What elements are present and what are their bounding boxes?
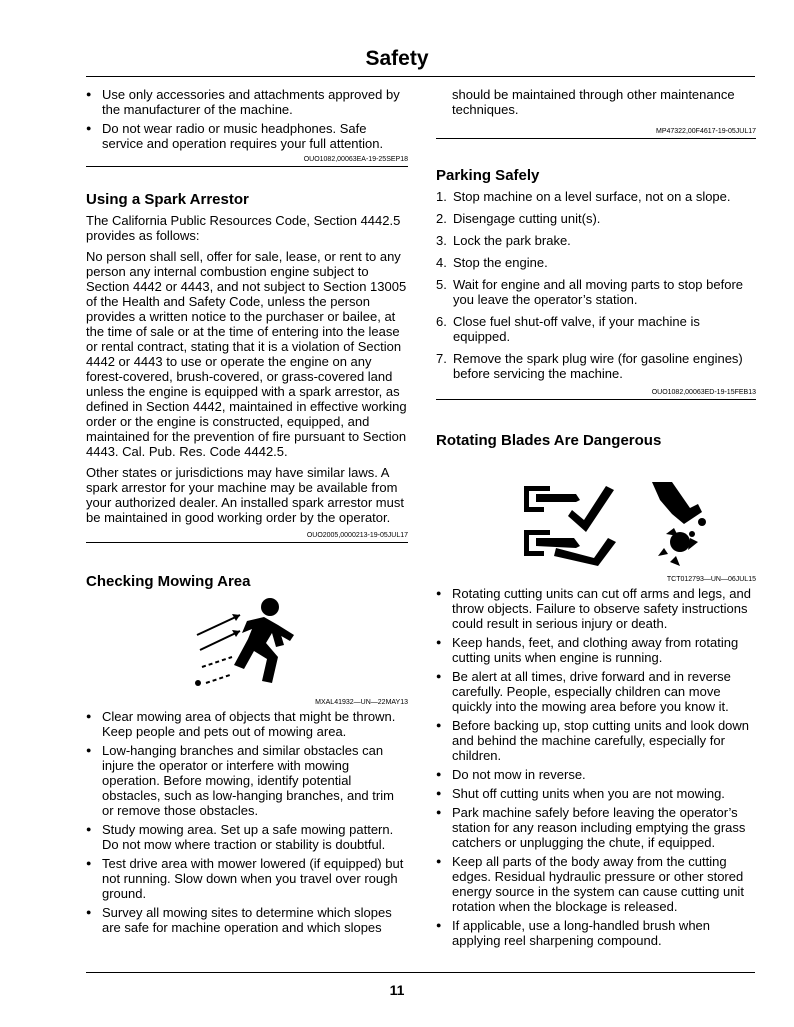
intro-bullet-list (86, 87, 408, 151)
step-text: Disengage cutting unit(s). (453, 211, 601, 226)
list-item (436, 189, 756, 204)
list-item: ● If applicable, use a long-handled brush when applying reel sharpening compound. (436, 918, 756, 948)
list-item: ● Test drive area with mower lowered (if equipped) but not running. Slow down when you travel over rough ground. (86, 856, 408, 901)
section-heading-rotating-blades: Rotating Blades Are Dangerous (436, 432, 662, 449)
step-number: 6. (436, 314, 447, 329)
step-number: 7. (436, 351, 447, 366)
page-title: Safety (365, 47, 429, 70)
step-number: 3. (436, 233, 447, 248)
section-heading-checking-mowing-area: Checking Mowing Area (86, 573, 251, 590)
list-item: ● Study mowing area. Set up a safe mowing pattern. Do not mow where traction or stability is doubtful. (86, 822, 408, 852)
section-heading-parking-safely: Parking Safely (436, 167, 540, 184)
thrown-object-hazard-icon (192, 595, 302, 693)
step-text: Stop the engine. (453, 255, 548, 270)
page-number: 11 (389, 982, 405, 998)
list-item: ● Use only accessories and attachments approved by the manufacturer of the machine. (86, 87, 408, 117)
left-column (86, 87, 408, 939)
step-text: Wait for engine and all moving parts to stop before you leave the operator’s station. (453, 277, 744, 307)
step-text: Lock the park brake. (453, 233, 571, 248)
list-item: ● Park machine safely before leaving the operator’s station for any reason including emptying the grass catchers or unplugging the chute, if equipped. (436, 805, 756, 850)
rotating-blades-hazard-icon (476, 478, 716, 570)
reference-code: OUO1082,00063EA-19-25SEP18 (303, 156, 408, 163)
list-item: ● Be alert at all times, drive forward and in reverse carefully. People, especially children can move quickly into the mowing area before you know it. (436, 669, 756, 714)
list-item: ● Keep hands, feet, and clothing away from rotating cutting units when engine is running. (436, 635, 756, 665)
list-item: ● Clear mowing area of objects that might be thrown. Keep people and pets out of mowing area. (86, 709, 408, 739)
list-item (436, 211, 756, 226)
step-number: 1. (436, 189, 447, 204)
list-item: ● Do not wear radio or music headphones. Safe service and operation requires your full attention. (86, 121, 408, 151)
list-item (436, 233, 756, 248)
step-number: 5. (436, 277, 447, 292)
step-text: Close fuel shut-off valve, if your machine is equipped. (453, 314, 700, 344)
right-column (436, 87, 756, 952)
step-number: 4. (436, 255, 447, 270)
figure-code: TCT012793—UN—06JUL15 (666, 576, 756, 583)
parking-steps-list (436, 189, 756, 381)
list-item: ● Shut off cutting units when you are not mowing. (436, 786, 756, 801)
list-item (436, 277, 756, 307)
list-item (436, 314, 756, 344)
footer-rule (86, 972, 755, 973)
list-item: ● Keep all parts of the body away from the cutting edges. Residual hydraulic pressure or other stored energy source in the system can cause cutting unit rotation when the blockage is released. (436, 854, 756, 914)
section-heading-spark-arrestor: Using a Spark Arrestor (86, 191, 249, 208)
paragraph: No person shall sell, offer for sale, lease, or rent to any person any internal combustion engine subject to Section 4442 or 4443, and not subject to Section 13005 of the Health and Safety Code, unless the person provides a written notice to the purchaser or bailee, at the time of sale or at the time of entering into the lease or rental contract, stating that it is a violation of Section 4442 or 4443 to use or operate the engine on any forest-covered, brush-covered, or grass-covered land unless the engine is equipped with a spark arrestor, as defined in Section 4442, maintained in effective working order or the engine is constructed, equipped, and maintained for the prevention of fire pursuant to Section 4443. Cal. Pub. Res. Code 4442.5. (86, 249, 407, 459)
rotating-blades-hazard-illustration (436, 478, 756, 575)
mowing-bullet-list (86, 709, 408, 935)
figure-code: MXAL41932—UN—22MAY13 (315, 699, 408, 706)
reference-code: MP47322,00F4617-19-05JUL17 (655, 128, 756, 135)
thrown-object-hazard-illustration (86, 595, 408, 698)
list-item (436, 351, 756, 381)
paragraph: The California Public Resources Code, Section 4442.5 provides as follows: (86, 213, 401, 243)
paragraph: Other states or jurisdictions may have similar laws. A spark arrestor for your machine may be available from your authorized dealer. An installed spark arrestor must be maintained in good working order by the operator. (86, 465, 404, 525)
list-item: ● Low-hanging branches and similar obstacles can injure the operator or interfere with mowing operation. Before mowing, identify potential obstacles, such as low-hanging branches, and trim or remove those obstacles. (86, 743, 408, 818)
step-text: Remove the spark plug wire (for gasoline engines) before servicing the machine. (453, 351, 743, 381)
list-item (436, 255, 756, 270)
list-item: ● Do not mow in reverse. (436, 767, 756, 782)
reference-code: OUO2005,0000213-19-05JUL17 (306, 532, 408, 539)
step-number: 2. (436, 211, 447, 226)
blades-bullet-list (436, 586, 756, 948)
continued-paragraph: should be maintained through other maintenance techniques. (452, 87, 735, 117)
reference-code: OUO1082,00063ED-19-15FEB13 (651, 389, 756, 396)
header-rule (86, 76, 755, 77)
step-text: Stop machine on a level surface, not on a slope. (453, 189, 731, 204)
list-item: ● Survey all mowing sites to determine which slopes are safe for machine operation and which slopes (86, 905, 408, 935)
list-item: ● Rotating cutting units can cut off arms and legs, and throw objects. Failure to observe safety instructions could result in serious injury or death. (436, 586, 756, 631)
list-item: ● Before backing up, stop cutting units and look down and behind the machine carefully, especially for children. (436, 718, 756, 763)
